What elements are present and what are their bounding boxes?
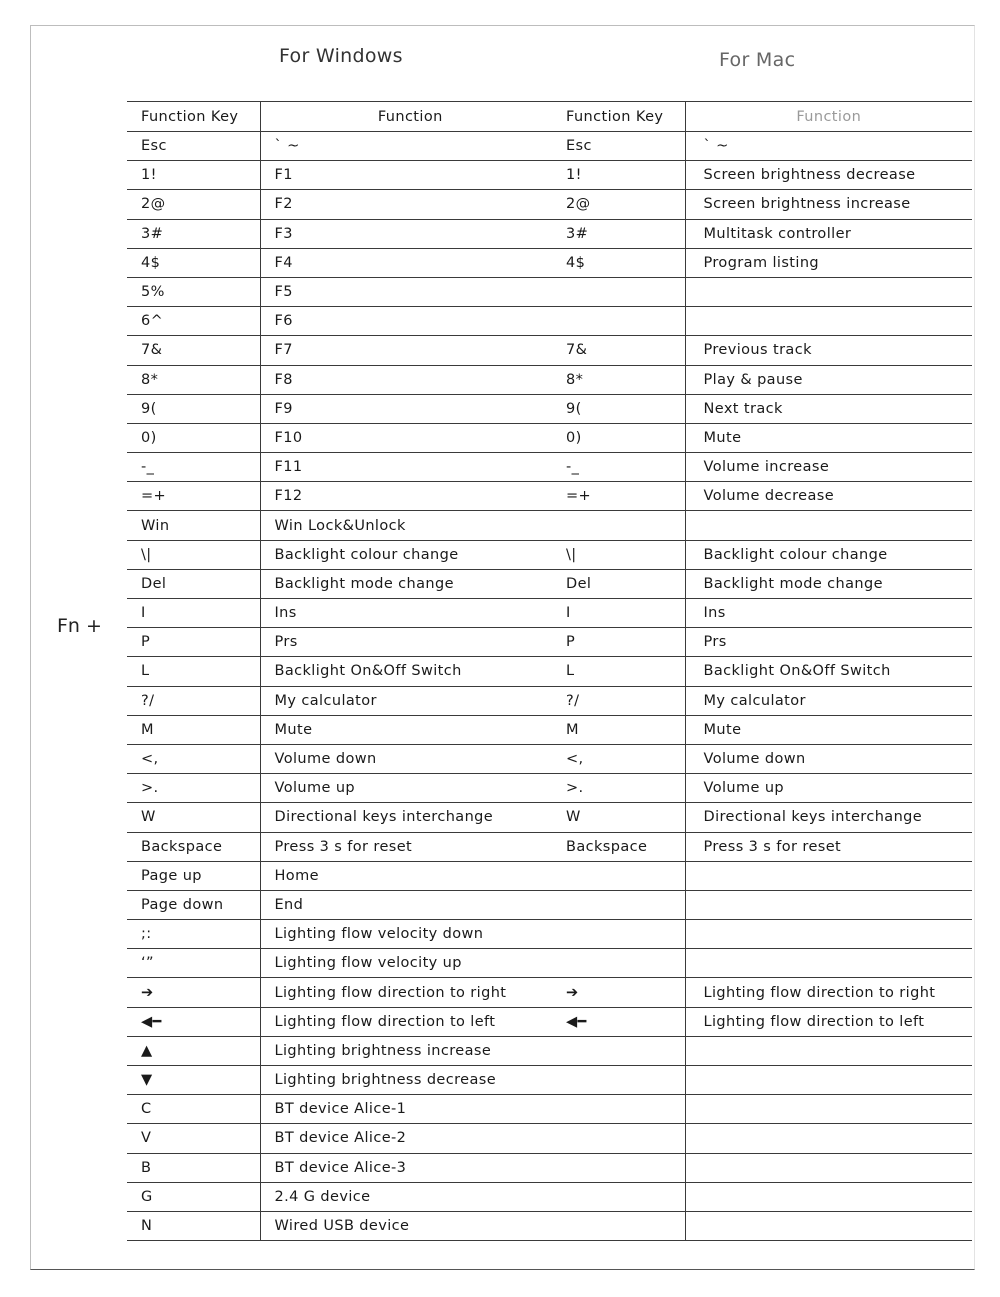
win-function-cell: 2.4 G device [260,1182,560,1211]
win-function-cell: Lighting flow direction to left [260,1007,560,1036]
table-row [127,744,972,773]
table-row [127,686,972,715]
mac-key-cell: Del [560,569,685,598]
win-key-cell: ▲ [127,1036,260,1065]
table-row [127,599,972,628]
table-row [127,1095,972,1124]
mac-key-cell: ➔ [560,978,685,1007]
win-function-cell: F2 [260,190,560,219]
win-function-cell: BT device Alice-3 [260,1153,560,1182]
win-key-cell: Backspace [127,832,260,861]
mac-key-cell [560,1153,685,1182]
win-key-cell: 7& [127,336,260,365]
win-key-cell: -_ [127,453,260,482]
mac-function-cell: Next track [685,394,972,423]
table-row [127,453,972,482]
table-row [127,219,972,248]
mac-key-cell: 8* [560,365,685,394]
table-row [127,657,972,686]
mac-function-cell: Press 3 s for reset [685,832,972,861]
table-row [127,803,972,832]
table-row [127,1182,972,1211]
mac-function-cell: Lighting flow direction to right [685,978,972,1007]
table-row [127,774,972,803]
win-key-cell: Win [127,511,260,540]
mac-key-cell: L [560,657,685,686]
mac-function-cell: Backlight mode change [685,569,972,598]
win-key-cell: 9( [127,394,260,423]
mac-key-cell [560,1124,685,1153]
win-key-cell: ➔ [127,978,260,1007]
win-key-cell: L [127,657,260,686]
mac-function-cell: Lighting flow direction to left [685,1007,972,1036]
mac-key-cell [560,1211,685,1240]
mac-key-cell: <, [560,744,685,773]
win-key-cell: 1! [127,161,260,190]
mac-function-cell: Screen brightness increase [685,190,972,219]
win-key-cell: ▼ [127,1066,260,1095]
table-row [127,715,972,744]
mac-key-cell: Esc [560,132,685,161]
win-key-cell: C [127,1095,260,1124]
mac-key-cell: ◀━ [560,1007,685,1036]
mac-key-cell [560,949,685,978]
mac-function-cell [685,890,972,919]
win-key-cell: ‘” [127,949,260,978]
mac-key-cell: I [560,599,685,628]
win-function-cell: BT device Alice-1 [260,1095,560,1124]
win-key-cell: ?/ [127,686,260,715]
mac-function-cell [685,949,972,978]
win-function-cell: ` ~ [260,132,560,161]
mac-function-cell: Play & pause [685,365,972,394]
win-key-cell: V [127,1124,260,1153]
win-key-cell: P [127,628,260,657]
table-row [127,161,972,190]
table-row [127,1153,972,1182]
mac-key-cell: 4$ [560,248,685,277]
mac-function-cell [685,511,972,540]
win-function-cell: Press 3 s for reset [260,832,560,861]
win-function-cell: F9 [260,394,560,423]
table-row [127,920,972,949]
win-function-cell: F7 [260,336,560,365]
win-key-cell: 0) [127,423,260,452]
mac-function-cell [685,1095,972,1124]
mac-function-cell [685,861,972,890]
mac-key-cell [560,307,685,336]
win-function-cell: Lighting brightness increase [260,1036,560,1065]
win-function-cell: F10 [260,423,560,452]
mac-key-cell: 0) [560,423,685,452]
mac-function-cell: Volume up [685,774,972,803]
mac-function-cell [685,1211,972,1240]
win-function-cell: F8 [260,365,560,394]
win-key-cell: Esc [127,132,260,161]
header-mac-function-key: Function Key [560,102,685,132]
win-function-cell: F1 [260,161,560,190]
mac-function-cell [685,277,972,306]
mac-key-cell [560,1182,685,1211]
mac-function-cell [685,1036,972,1065]
table-row [127,132,972,161]
mac-key-cell: 7& [560,336,685,365]
header-win-function-key: Function Key [127,102,260,132]
mac-key-cell: M [560,715,685,744]
fn-label: Fn + [57,615,102,637]
table-row [127,569,972,598]
mac-function-cell: Prs [685,628,972,657]
mac-function-cell: Volume down [685,744,972,773]
win-function-cell: Win Lock&Unlock [260,511,560,540]
table-row [127,482,972,511]
mac-key-cell [560,920,685,949]
win-function-cell: Volume down [260,744,560,773]
mac-key-cell: 3# [560,219,685,248]
mac-function-cell: Backlight On&Off Switch [685,657,972,686]
win-key-cell: 5% [127,277,260,306]
win-key-cell: B [127,1153,260,1182]
mac-function-cell: Backlight colour change [685,540,972,569]
win-function-cell: My calculator [260,686,560,715]
table-row [127,248,972,277]
mac-key-cell [560,890,685,919]
mac-function-cell: Directional keys interchange [685,803,972,832]
table-row [127,540,972,569]
table-row [127,861,972,890]
mac-function-cell: My calculator [685,686,972,715]
table-row [127,423,972,452]
win-key-cell: <, [127,744,260,773]
mac-key-cell [560,1036,685,1065]
mac-function-cell: Mute [685,423,972,452]
win-function-cell: Lighting brightness decrease [260,1066,560,1095]
mac-key-cell [560,861,685,890]
win-key-cell: 4$ [127,248,260,277]
win-key-cell: 3# [127,219,260,248]
table-row [127,1124,972,1153]
mac-key-cell: 9( [560,394,685,423]
mac-key-cell [560,1095,685,1124]
mac-key-cell: Backspace [560,832,685,861]
mac-function-cell [685,1182,972,1211]
win-function-cell: F4 [260,248,560,277]
win-key-cell: W [127,803,260,832]
mac-key-cell: -_ [560,453,685,482]
win-function-cell: End [260,890,560,919]
win-function-cell: Home [260,861,560,890]
table-row [127,1007,972,1036]
win-function-cell: Backlight mode change [260,569,560,598]
mac-function-cell: Volume decrease [685,482,972,511]
win-key-cell: 8* [127,365,260,394]
table-row [127,628,972,657]
mac-function-cell [685,1124,972,1153]
table-row [127,1211,972,1240]
win-key-cell: M [127,715,260,744]
mac-key-cell [560,1066,685,1095]
header-mac-function: Function [685,102,972,132]
mac-key-cell: 1! [560,161,685,190]
mac-heading: For Mac [719,49,796,71]
win-key-cell: =+ [127,482,260,511]
win-function-cell: Backlight On&Off Switch [260,657,560,686]
win-function-cell: BT device Alice-2 [260,1124,560,1153]
mac-key-cell [560,277,685,306]
table-row [127,307,972,336]
table-row [127,1036,972,1065]
mac-function-cell [685,1153,972,1182]
win-function-cell: Prs [260,628,560,657]
win-function-cell: F6 [260,307,560,336]
win-function-cell: Lighting flow velocity down [260,920,560,949]
win-function-cell: Lighting flow direction to right [260,978,560,1007]
win-key-cell: N [127,1211,260,1240]
mac-function-cell: Previous track [685,336,972,365]
mac-function-cell [685,920,972,949]
table-row [127,832,972,861]
mac-function-cell: Mute [685,715,972,744]
mac-function-cell [685,1066,972,1095]
mac-key-cell: ?/ [560,686,685,715]
win-function-cell: F5 [260,277,560,306]
win-function-cell: F12 [260,482,560,511]
mac-function-cell [685,307,972,336]
win-key-cell: 6^ [127,307,260,336]
table-row [127,394,972,423]
table-header-row [127,102,972,132]
win-key-cell: Page down [127,890,260,919]
win-function-cell: Lighting flow velocity up [260,949,560,978]
table-row [127,978,972,1007]
win-key-cell: \| [127,540,260,569]
win-function-cell: Wired USB device [260,1211,560,1240]
mac-function-cell: Screen brightness decrease [685,161,972,190]
table-row [127,190,972,219]
mac-key-cell [560,511,685,540]
win-function-cell: F11 [260,453,560,482]
mac-key-cell: >. [560,774,685,803]
win-function-cell: Mute [260,715,560,744]
win-function-cell: F3 [260,219,560,248]
mac-function-cell: ` ~ [685,132,972,161]
table-row [127,511,972,540]
win-function-cell: Directional keys interchange [260,803,560,832]
win-key-cell: ;: [127,920,260,949]
mac-function-cell: Volume increase [685,453,972,482]
header-win-function: Function [260,102,560,132]
win-key-cell: I [127,599,260,628]
mac-function-cell: Multitask controller [685,219,972,248]
mac-key-cell: W [560,803,685,832]
table-row [127,277,972,306]
table-row [127,949,972,978]
mac-key-cell: P [560,628,685,657]
mac-key-cell: \| [560,540,685,569]
table-row [127,1066,972,1095]
win-key-cell: Page up [127,861,260,890]
mac-key-cell: 2@ [560,190,685,219]
table-row [127,890,972,919]
windows-heading: For Windows [279,45,403,67]
function-key-table [127,101,972,1241]
win-key-cell: 2@ [127,190,260,219]
mac-key-cell: =+ [560,482,685,511]
mac-function-cell: Program listing [685,248,972,277]
win-key-cell: G [127,1182,260,1211]
win-function-cell: Backlight colour change [260,540,560,569]
mac-function-cell: Ins [685,599,972,628]
win-function-cell: Volume up [260,774,560,803]
table-row [127,336,972,365]
win-key-cell: ◀━ [127,1007,260,1036]
win-function-cell: Ins [260,599,560,628]
table-row [127,365,972,394]
win-key-cell: >. [127,774,260,803]
win-key-cell: Del [127,569,260,598]
